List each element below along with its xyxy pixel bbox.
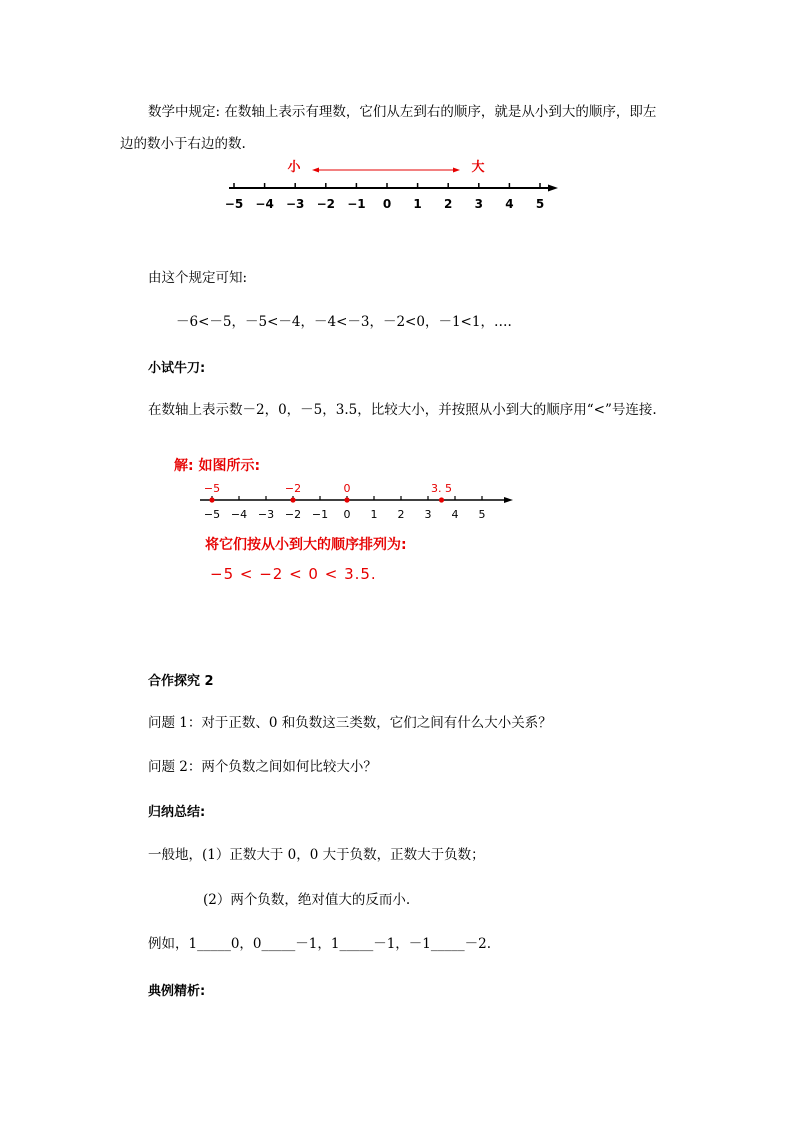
tick-label: −5 <box>203 508 221 521</box>
order-result: −5 < −2 < 0 < 3.5. <box>210 565 377 583</box>
tick-label: 1 <box>370 508 378 521</box>
tick-label: 3 <box>474 197 483 211</box>
tick-label: 1 <box>413 197 422 211</box>
typical-heading: 典例精析: <box>148 984 206 999</box>
tick-label: 5 <box>535 197 545 211</box>
point-marker <box>290 497 295 502</box>
order-text: 将它们按从小到大的顺序排列为: <box>205 537 407 553</box>
tick-label: 3 <box>424 508 432 521</box>
point-label: −2 <box>284 482 302 495</box>
axis-tick-labels <box>225 197 544 211</box>
tick-label: −3 <box>285 197 305 211</box>
tick-label: 2 <box>444 197 453 211</box>
tick-label: −3 <box>257 508 275 521</box>
tick-label: −4 <box>255 197 274 211</box>
tick-label: −2 <box>316 197 336 211</box>
tick-label: −5 <box>224 197 244 211</box>
tick-label: 2 <box>397 508 405 521</box>
arrow-right-head <box>453 168 460 173</box>
tick-label: −2 <box>284 508 302 521</box>
coop-question-1: 问题 1：对于正数、0 和负数这三类数，它们之间有什么大小关系？ <box>148 715 552 731</box>
tick-label: 0 <box>382 197 392 211</box>
intro-line-2: 边的数小于右边的数. <box>120 136 246 152</box>
tick-label: 4 <box>451 508 459 521</box>
point-marker <box>439 497 444 502</box>
big-label: 大 <box>471 160 485 175</box>
tick-label: 4 <box>505 197 514 211</box>
tick-label: −1 <box>311 508 329 521</box>
rule-examples: －6<－5，－5<－4，－4<－3，－2<0，－1<1，…. <box>176 314 512 330</box>
intro-line-1: 数学中规定: 在数轴上表示有理数，它们从左到右的顺序，就是从小到大的顺序，即左 <box>148 104 657 120</box>
summary-para-1: 一般地，(1）正数大于 0，0 大于负数，正数大于负数； <box>148 847 485 863</box>
arrow-left-head <box>312 168 319 173</box>
axis-arrow-head-2 <box>504 497 513 503</box>
tick-label: −1 <box>347 197 366 211</box>
point-label: 3. 5 <box>431 482 452 495</box>
tick-label: −4 <box>230 508 248 521</box>
solution-lead: 解: 如图所示: <box>174 458 261 474</box>
tick-label: 5 <box>478 508 486 521</box>
try-heading: 小试牛刀: <box>148 361 206 376</box>
coop-heading: 合作探究 2 <box>148 674 214 689</box>
summary-para-2: (2）两个负数，绝对值大的反而小. <box>203 892 411 908</box>
tick-label: 0 <box>343 508 351 521</box>
summary-heading: 归纳总结: <box>148 805 206 820</box>
coop-question-2: 问题 2：两个负数之间如何比较大小？ <box>148 759 377 775</box>
number-line-2 <box>195 476 525 524</box>
point-label: 0 <box>343 482 351 495</box>
point-marker <box>209 497 214 502</box>
point-labels <box>204 482 452 495</box>
axis-tick-labels-2 <box>204 508 486 521</box>
point-label: −5 <box>203 482 221 495</box>
number-line-1 <box>220 150 570 220</box>
rule-lead: 由这个规定可知: <box>148 270 248 286</box>
try-question: 在数轴上表示数－2，0，－5，3.5，比较大小，并按照从小到大的顺序用“<”号连接. <box>148 402 657 418</box>
point-marker <box>344 497 349 502</box>
summary-example: 例如，1_____0，0_____－1，1_____－1，－1_____－2. <box>148 936 492 952</box>
small-label: 小 <box>287 160 301 175</box>
axis-arrow-head <box>548 185 558 192</box>
